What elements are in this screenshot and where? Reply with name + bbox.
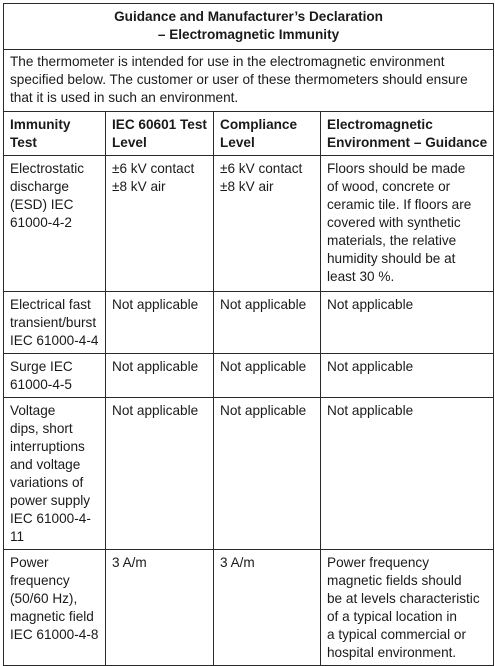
cell-line: Not applicable (327, 359, 414, 374)
cell-line: Not applicable (112, 403, 199, 418)
cell-line: Electrostatic (10, 161, 85, 176)
cell-line: Not applicable (220, 403, 307, 418)
table-row (4, 354, 494, 398)
cell-iec-level (106, 292, 214, 354)
cell-line: frequency (10, 573, 70, 588)
cell-compliance-level (214, 156, 321, 292)
cell-line: power supply (10, 493, 91, 508)
cell-line: hospital environment. (327, 645, 457, 660)
header-line: Immunity Test (10, 117, 71, 150)
cell-guidance (321, 292, 494, 354)
cell-immunity-test (4, 398, 106, 550)
cell-line: and voltage (10, 457, 81, 472)
cell-immunity-test (4, 156, 106, 292)
cell-line: Surge IEC (10, 359, 73, 374)
header-line: Compliance (220, 117, 298, 132)
title-line: – Electromagnetic Immunity (157, 27, 340, 42)
table-row (4, 550, 494, 666)
cell-line: materials, the relative (327, 233, 457, 248)
cell-line: Floors should be made (327, 161, 466, 176)
cell-line: Power frequency (327, 555, 430, 570)
table-row (4, 292, 494, 354)
cell-line: Power (10, 555, 49, 570)
cell-iec-level (106, 354, 214, 398)
cell-line: least 30 %. (327, 269, 395, 284)
cell-line: ±6 kV contact (220, 161, 303, 176)
cell-iec-level (106, 398, 214, 550)
cell-line: magnetic field (10, 609, 94, 624)
table-row (4, 398, 494, 550)
cell-line: magnetic fields should (327, 573, 462, 588)
header-immunity-test (4, 112, 106, 156)
cell-line: covered with synthetic (327, 215, 461, 230)
cell-line: Not applicable (220, 359, 307, 374)
cell-line: variations of (10, 475, 84, 490)
cell-line: Not applicable (220, 297, 307, 312)
cell-guidance (321, 550, 494, 666)
cell-line: Not applicable (327, 297, 414, 312)
cell-line: ±8 kV air (112, 179, 166, 194)
header-compliance-level (214, 112, 321, 156)
cell-line: of wood, concrete or (327, 179, 451, 194)
cell-line: discharge (10, 179, 69, 194)
emc-immunity-table (3, 3, 494, 666)
cell-immunity-test (4, 292, 106, 354)
cell-line: a typical commercial or (327, 627, 466, 642)
cell-line: 61000-4-5 (10, 377, 72, 392)
cell-line: be at levels characteristic (327, 591, 480, 606)
cell-immunity-test (4, 550, 106, 666)
cell-line: 3 A/m (220, 555, 255, 570)
cell-guidance (321, 156, 494, 292)
header-line: Electromagnetic (327, 117, 433, 132)
cell-line: Voltage (10, 403, 56, 418)
cell-immunity-test (4, 354, 106, 398)
cell-guidance (321, 398, 494, 550)
cell-iec-level (106, 156, 214, 292)
cell-line: (ESD) IEC (10, 197, 74, 212)
header-row (4, 112, 494, 156)
header-line: Environment – Guidance (327, 135, 488, 150)
cell-guidance (321, 354, 494, 398)
cell-line: interruptions (10, 439, 85, 454)
cell-line: Electrical fast (10, 297, 91, 312)
header-line: Level (220, 135, 255, 150)
cell-line: of a typical location in (327, 609, 457, 624)
cell-compliance-level (214, 292, 321, 354)
header-line: IEC 60601 Test (112, 117, 207, 132)
header-iec-level (106, 112, 214, 156)
header-line: Level (112, 135, 147, 150)
cell-line: IEC 61000-4-4 (10, 333, 99, 348)
intro-line: specified below. The customer or user of these thermometers should ensure (10, 72, 468, 87)
cell-line: Not applicable (112, 297, 199, 312)
cell-line: ±8 kV air (220, 179, 274, 194)
cell-line: transient/burst (10, 315, 97, 330)
header-guidance (321, 112, 494, 156)
table-row (4, 156, 494, 292)
cell-compliance-level (214, 398, 321, 550)
intro-text (4, 50, 494, 112)
cell-compliance-level (214, 354, 321, 398)
cell-line: IEC 61000-4-11 (10, 511, 91, 544)
cell-line: Not applicable (327, 403, 414, 418)
cell-line: IEC 61000-4-8 (10, 627, 99, 642)
cell-line: dips, short (10, 421, 73, 436)
cell-line: humidity should be at (327, 251, 456, 266)
intro-line: that it is used in such an environment. (10, 90, 239, 105)
table-title (4, 4, 494, 50)
title-line: Guidance and Manufacturer’s Declaration (114, 9, 383, 24)
cell-line: Not applicable (112, 359, 199, 374)
cell-compliance-level (214, 550, 321, 666)
intro-line: The thermometer is intended for use in the electromagnetic environment (10, 54, 445, 69)
cell-line: (50/60 Hz), (10, 591, 78, 606)
cell-line: ceramic tile. If floors are (327, 197, 472, 212)
cell-line: ±6 kV contact (112, 161, 195, 176)
cell-iec-level (106, 550, 214, 666)
cell-line: 3 A/m (112, 555, 147, 570)
cell-line: 61000-4-2 (10, 215, 72, 230)
